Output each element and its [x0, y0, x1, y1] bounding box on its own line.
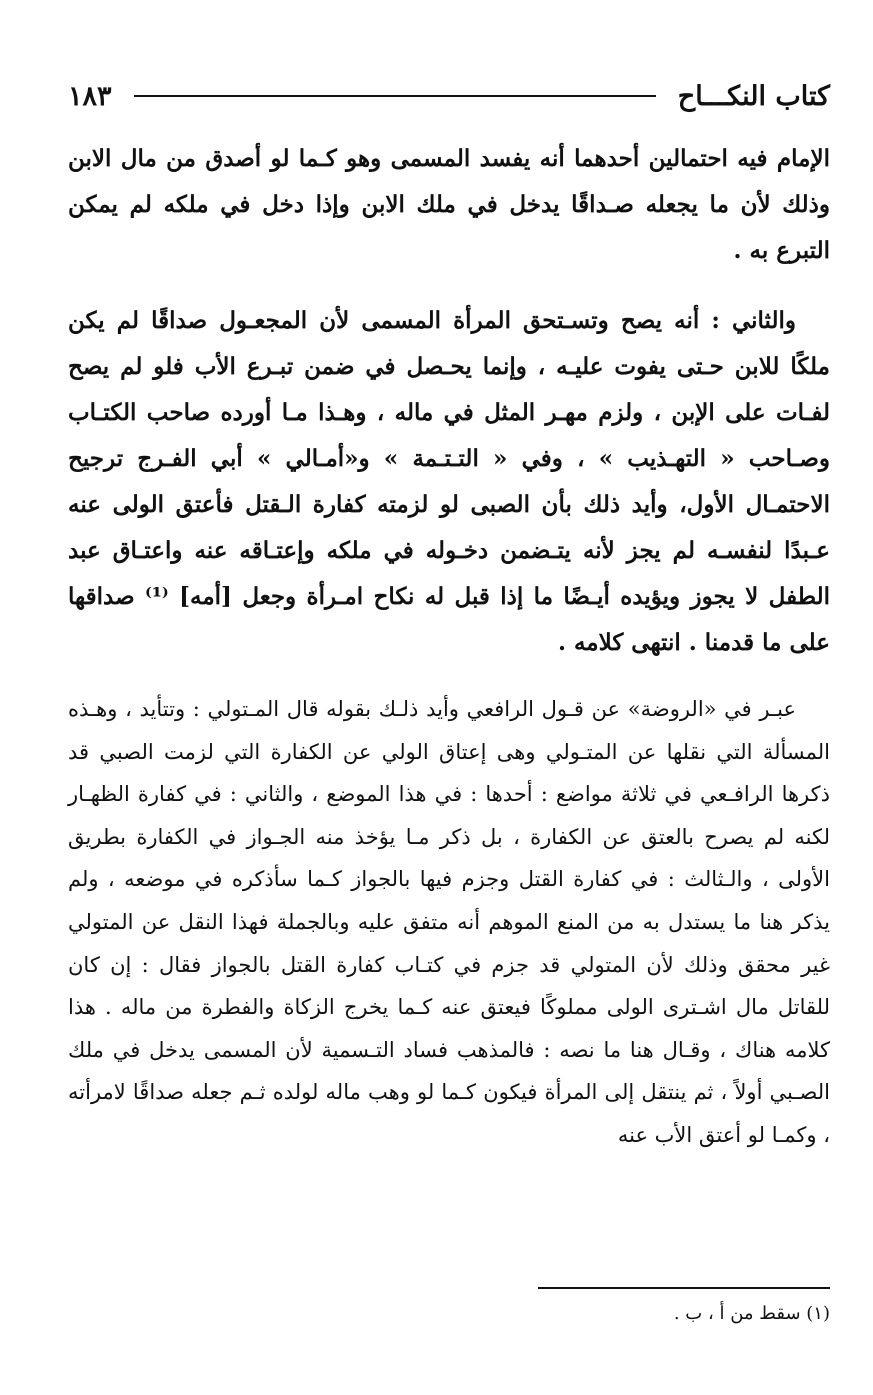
- footnote-separator: [538, 1287, 830, 1289]
- footnote: (١) سقط من أ ، ب .: [673, 1303, 830, 1324]
- commentary-paragraph: عبـر في «الروضة» عن قـول الرافعي وأيد ذلـك بقوله قال المـتولي : وتتأيد ، وهـذه المسألة التي نقلها عن المتـولي وهى إعتاق الولي عن الكفارة التي لزمت الصبي قد ذكرها الرافـعي في ثلاثة مواضع : أحدها : في هذا الموضع ، والثاني : في كفارة الظهـار لكنه لم يصرح بالعتق عن الكفارة ، بل ذكر مـا يؤخذ منه الجـواز في الكفارة بطريق الأولى ، والـثالث : في كفارة القتل وجزم فيها بالجواز كـما سأذكره في موضعه ، ولم يذكر هنا ما يستدل به من المنع الموهم أنه متفق عليه وبالجملة فهذا النقل عن المتولي غير محقق وذلك لأن المتولي قد جزم في كتـاب كفارة القتل بالجواز فقال : إن كان للقاتل مال اشـترى الولى مملوكًا فيعتق عنه كـما يخرج الزكاة والفطرة من ماله . هذا كلامه هناك ، وقـال هنا ما نصه : فالمذهب فساد التـسمية لأن المسمى يدخل في ملك الصـبي أولاً ، ثم ينتقل إلى المرأة فيكون كـما لو وهب ماله لولده ثـم جعله صداقًا لامرأته ، وكمـا لو أعتق الأب عنه: [68, 697, 830, 1147]
- page-number: ١٨٣: [68, 80, 112, 112]
- chapter-title: كتاب النكـــاح: [677, 80, 830, 112]
- main-text-paragraph-2: والثاني : أنه يصح وتسـتحق المرأة المسمى لأن المجعـول صداقًا لم يكن ملكًا للابن حـتى يفوت عليـه ، وإنما يحـصل في ضمن تبـرع الأب فلو لم يصح لفـات على الإبن ، ولزم مهـر المثل في ماله ، وهـذا مـا أورده صاحب الكتـاب وصـاحب « التهـذيب » ، وفي « التـتـمة » و«أمـالي » أبي الفـرج ترجيح الاحتمـال الأول، وأيد ذلك بأن الصبى لو لزمته كفارة الـقتل فأعتق الولى عنه عـبدًا لنفسـه لم يجز لأنه يتـضمن دخـوله في ملكه وإعتـاقه عنه واعتـاق عبد الطفل لا يجوز ويؤيده أيـضًا ما إذا قبل له نكاح امـرأة وجعل [أمه] ⁽¹⁾ صداقها على ما قدمنا . انتهى كلامه .: [68, 307, 830, 656]
- header-rule: [134, 95, 656, 97]
- main-text-paragraph-1: الإمام فيه احتمالين أحدهما أنه يفسد المسمى وهو كـما لو أصدق من مال الابن وذلك لأن ما يجعله صـداقًا يدخل في ملك الابن وإذا دخل في ملكه لم يمكن التبرع به .: [68, 145, 830, 264]
- running-header: [68, 76, 830, 116]
